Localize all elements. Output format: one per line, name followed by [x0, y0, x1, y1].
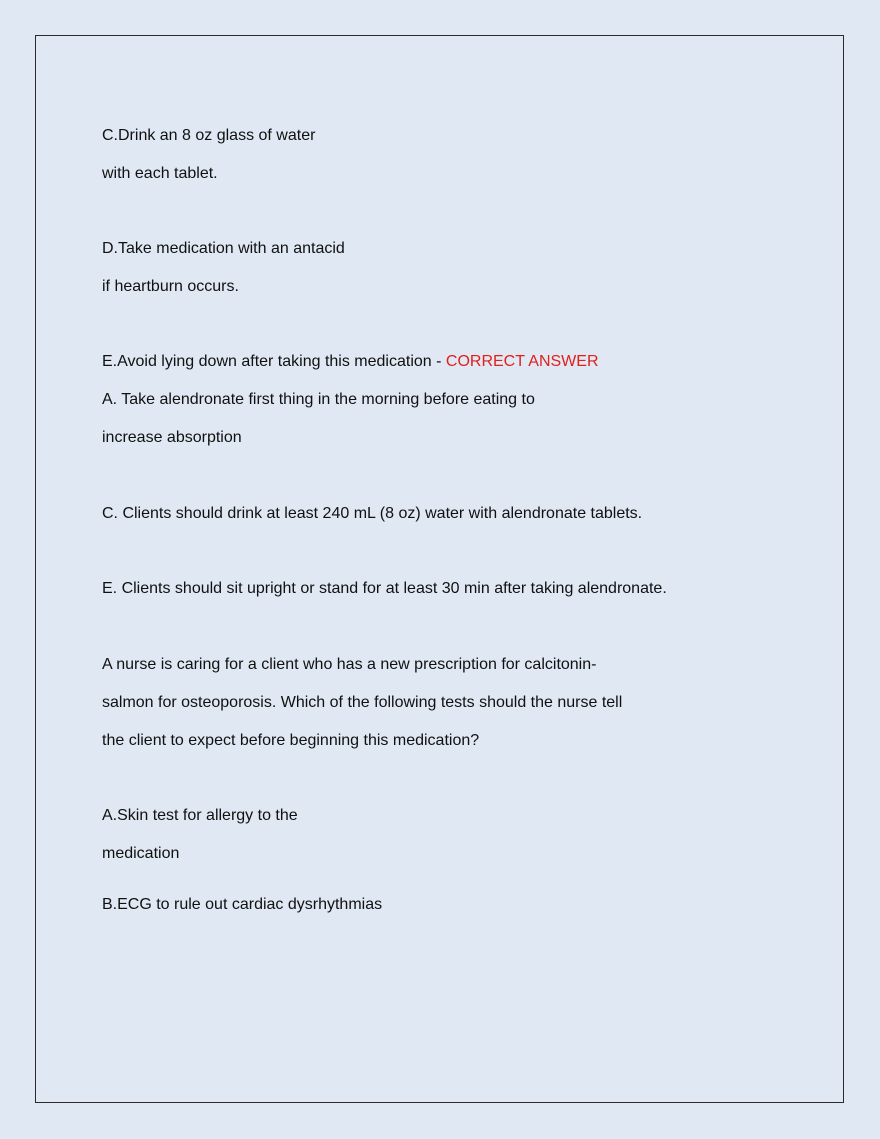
question-line-3: the client to expect before beginning this medication? — [102, 732, 480, 749]
answer-option-b: B.ECG to rule out cardiac dysrhythmias — [102, 896, 383, 913]
question-line-1: A nurse is caring for a client who has a new prescription for calcitonin- — [102, 656, 597, 673]
rationale-a-line-2: increase absorption — [102, 429, 242, 446]
answer-option-a-line-1: A.Skin test for allergy to the — [102, 807, 298, 824]
page-border — [35, 35, 844, 1103]
correct-answer-label: CORRECT ANSWER — [445, 353, 599, 370]
rationale-c: C. Clients should drink at least 240 mL (8 oz) water with alendronate tablets. — [102, 505, 643, 522]
option-c-line-1: C.Drink an 8 oz glass of water — [102, 127, 316, 144]
rationale-a-line-1: A. Take alendronate first thing in the morning before eating to — [102, 391, 535, 408]
question-line-2: salmon for osteoporosis. Which of the following tests should the nurse tell — [102, 694, 623, 711]
option-c-line-2: with each tablet. — [102, 165, 218, 182]
option-e-text: E.Avoid lying down after taking this medication - — [102, 353, 446, 370]
answer-option-a-line-2: medication — [102, 845, 180, 862]
rationale-e: E. Clients should sit upright or stand for at least 30 min after taking alendronate. — [102, 580, 667, 597]
option-d-line-1: D.Take medication with an antacid — [102, 240, 345, 257]
option-d-line-2: if heartburn occurs. — [102, 278, 239, 295]
option-e-line — [102, 352, 599, 372]
